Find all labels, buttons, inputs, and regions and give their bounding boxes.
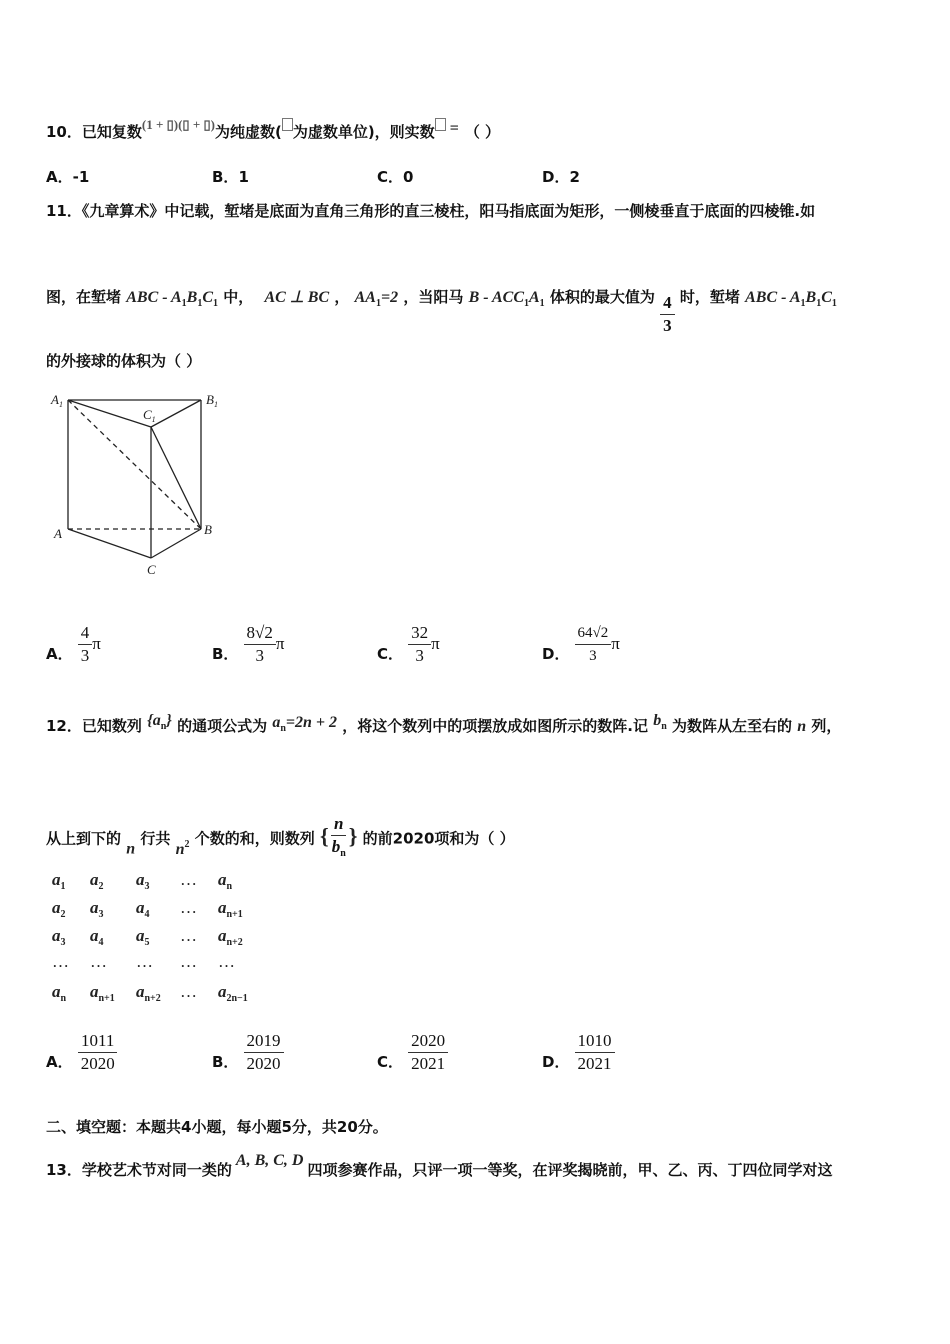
q11-max-volume-fraction: $\frac{4}{3}$: [660, 292, 675, 337]
matrix-cell: $a_{n+1}$: [90, 982, 115, 1004]
q12-option-a[interactable]: A． $\frac{1011}{2020}$: [46, 1030, 118, 1075]
matrix-cell: …: [136, 952, 153, 971]
matrix-cell: $a_{2n-1}$: [218, 982, 248, 1004]
matrix-cell: $a_1$: [52, 870, 66, 892]
q10-placeholder-i-icon: [282, 118, 293, 131]
q11-line2: 图，在堑堵 ABC - $A_1B_1C_1$ 中， AC ⊥ BC ， $AA_1=2$ ，当阳马 B - $ACC_1A_1$ 体积的最大值为 $\frac{4}{3}$ 时，堑堵 ABC - $A_1B_1C_1$: [46, 288, 837, 335]
q10-mid2: 为虚数单位)，则实数: [292, 123, 435, 141]
q11-perp: AC ⊥ BC: [264, 289, 330, 306]
matrix-cell: $a_4$: [136, 898, 150, 920]
q12-left-brace: {: [320, 823, 329, 849]
matrix-cell: $a_3$: [90, 898, 104, 920]
q12-option-d[interactable]: D． $\frac{1010}{2021}$: [542, 1030, 615, 1075]
edge-c1b: [151, 427, 201, 529]
matrix-cell: $a_3$: [52, 926, 66, 948]
q10-option-a[interactable]: A．-1: [46, 168, 90, 186]
edge-ac: [68, 529, 151, 558]
q13-vars: A, B, C, D: [235, 1152, 304, 1169]
matrix-cell: $a_{n+2}$: [136, 982, 161, 1004]
q12-line1: 12．已知数列 $\{a_n\}$ 的通项公式为 $a_n=2n + 2$ ，将这个数列中的项摆放成如图所示的数阵.记 $b_n$ 为数阵从左至右的 n 列，: [46, 712, 842, 735]
matrix-cell: $a_2$: [90, 870, 104, 892]
q10-option-b[interactable]: B．1: [212, 168, 249, 186]
q12-option-c[interactable]: C． $\frac{2020}{2021}$: [377, 1030, 448, 1075]
matrix-cell: …: [180, 870, 197, 889]
q10-mid: 为纯虚数(: [214, 123, 282, 141]
label-b1: $B_1$: [206, 392, 218, 409]
q10-option-d[interactable]: D．2: [542, 168, 580, 186]
q10-stem: [46, 117, 500, 142]
q11-option-d[interactable]: D． $\frac{64√2}{3}$ π: [542, 622, 620, 667]
q11-option-b[interactable]: B． $\frac{8√2}{3}$ π: [212, 623, 285, 665]
q10-placeholder-a-icon: [435, 118, 446, 131]
q12-number-matrix: [46, 866, 266, 1016]
matrix-cell: …: [180, 982, 197, 1001]
q12-option-b[interactable]: B． $\frac{2019}{2020}$: [212, 1030, 284, 1075]
matrix-cell: …: [218, 952, 235, 971]
q12-line2: 从上到下的 n 行共 $n^2$ 个数的和，则数列 { $\frac{n}{b_n}$ } 的前2020项和为（ ）: [46, 813, 515, 865]
q11-prism-figure: [46, 386, 236, 582]
label-c: C: [147, 562, 156, 577]
q11-option-a[interactable]: A． $\frac{4}{3}$ π: [46, 623, 101, 665]
q13-line1: 13．学校艺术节对同一类的A, B, C, D四项参赛作品，只评一项一等奖，在评奖揭晓前，甲、乙、丙、丁四位同学对这: [46, 1152, 833, 1179]
q10-prefix: 10．已知复数: [46, 123, 142, 141]
q11-aa1: $AA_1=2$: [354, 289, 399, 309]
edge-a1b-hidden: [68, 400, 201, 529]
q11-prism-name-2: ABC - $A_1B_1C_1$: [745, 289, 837, 309]
q12-seq-braces: $\{a_n\}$: [147, 712, 172, 732]
matrix-cell: $a_n$: [52, 982, 67, 1004]
q12-n-over-bn: $\frac{n}{b_n}$: [331, 814, 346, 859]
q11-prism-name: ABC - $A_1B_1C_1$: [126, 289, 219, 309]
matrix-cell: $a_{n+1}$: [218, 898, 243, 920]
matrix-cell: $a_2$: [52, 898, 66, 920]
q12-right-brace: }: [348, 823, 358, 849]
edge-a1c1: [68, 400, 151, 427]
q11-line3: 的外接球的体积为（ ）: [46, 352, 202, 370]
label-b: B: [204, 522, 212, 537]
q12-formula: $a_n=2n + 2$: [272, 714, 338, 734]
label-c1: $C_1$: [143, 407, 156, 424]
matrix-cell: $a_4$: [90, 926, 104, 948]
matrix-cell: $a_{n+2}$: [218, 926, 243, 948]
q12-n: n: [797, 718, 807, 735]
edge-cb: [151, 529, 201, 558]
q11-line1: 11．《九章算术》中记载，堑堵是底面为直角三角形的直三棱柱，阳马指底面为矩形，一侧棱垂直于底面的四棱锥.如: [46, 202, 816, 220]
edge-c1b1: [151, 400, 201, 427]
q11-option-c[interactable]: C． $\frac{32}{3}$ π: [377, 623, 440, 665]
label-a1: $A_1$: [51, 392, 63, 409]
matrix-cell: …: [180, 898, 197, 917]
q10-complex-expr: (1 + ▯)(▯ + ▯): [141, 117, 215, 132]
section2-heading: 二、填空题：本题共4小题，每小题5分，共20分。: [46, 1118, 388, 1136]
matrix-cell: …: [90, 952, 107, 971]
q12-bn: $b_n$: [653, 712, 667, 732]
matrix-cell: …: [180, 952, 197, 971]
q10-paren: （ ）: [464, 123, 501, 141]
q10-equals: =: [449, 120, 459, 137]
q11-pyramid-name: B - $ACC_1A_1$: [468, 289, 545, 309]
matrix-cell: $a_n$: [218, 870, 233, 892]
matrix-cell: $a_5$: [136, 926, 150, 948]
label-a: A: [54, 526, 62, 541]
matrix-cell: …: [52, 952, 69, 971]
q10-option-c[interactable]: C．0: [377, 168, 414, 186]
matrix-cell: …: [180, 926, 197, 945]
matrix-cell: $a_3$: [136, 870, 150, 892]
